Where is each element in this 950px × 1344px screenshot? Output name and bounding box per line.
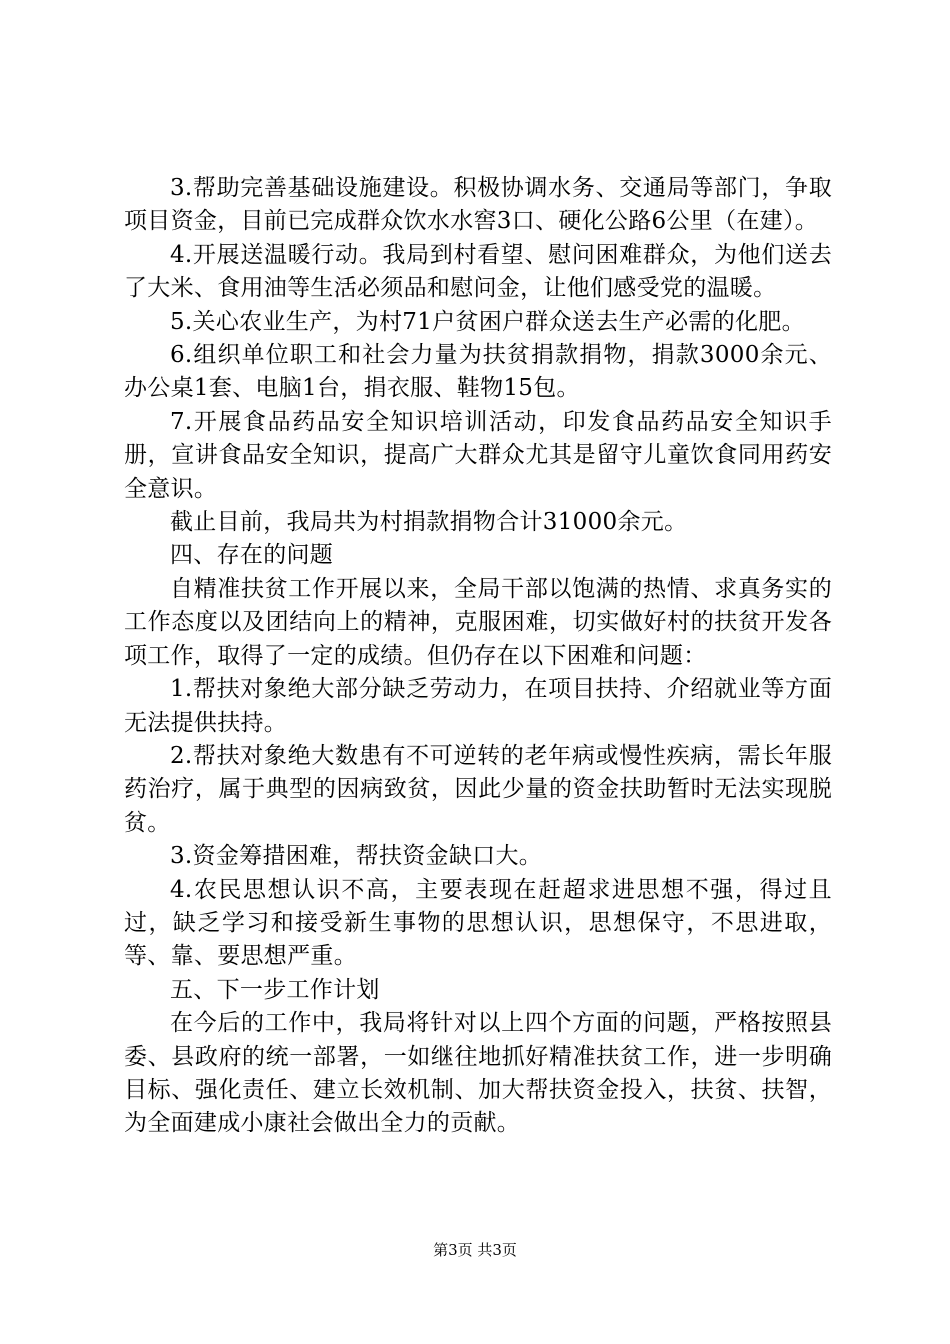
paragraph-warmth-action: 4.开展送温暖行动。我局到村看望、慰问困难群众，为他们送去了大米、食用油等生活必须品和慰问金，让他们感受党的温暖。: [124, 241, 832, 302]
section-heading-plan: 五、下一步工作计划: [170, 976, 380, 1003]
paragraph-plan: 在今后的工作中，我局将针对以上四个方面的问题，严格按照县委、县政府的统一部署，一如继往地抓好精准扶贫工作，进一步明确目标、强化责任、建立长效机制、加大帮扶资金投入，扶贫、扶智，为全面建成小康社会做出全力的贡献。: [124, 1010, 832, 1137]
page-footer: 第3页 共3页: [433, 1241, 517, 1259]
paragraph-total: 截止目前，我局共为村捐款捐物合计31000余元。: [170, 509, 688, 536]
paragraph-agriculture: 5.关心农业生产，为村71户贫困户群众送去生产必需的化肥。: [170, 308, 805, 335]
paragraph-problems-intro: 自精准扶贫工作开展以来，全局干部以饱满的热情、求真务实的工作态度以及团结向上的精神，克服困难，切实做好村的扶贫开发各项工作，取得了一定的成绩。但仍存在以下困难和问题：: [124, 575, 832, 669]
section-heading-problems: 四、存在的问题: [170, 542, 334, 569]
paragraph-problem-1: 1.帮扶对象绝大部分缺乏劳动力，在项目扶持、介绍就业等方面无法提供扶持。: [124, 676, 832, 736]
paragraph-problem-3: 3.资金筹措困难，帮扶资金缺口大。: [170, 843, 543, 870]
paragraph-infrastructure: 3.帮助完善基础设施建设。积极协调水务、交通局等部门，争取项目资金，目前已完成群众饮水水窖3口、硬化公路6公里（在建）。: [124, 175, 832, 235]
paragraph-problem-4: 4.农民思想认识不高，主要表现在赶超求进思想不强，得过且过，缺乏学习和接受新生事物的思想认识，思想保守，不思进取，等、靠、要思想严重。: [124, 876, 832, 970]
paragraph-problem-2: 2.帮扶对象绝大数患有不可逆转的老年病或慢性疾病，需长年服药治疗，属于典型的因病致贫，因此少量的资金扶助暂时无法实现脱贫。: [124, 742, 832, 836]
document-body: [124, 172, 832, 1141]
paragraph-food-safety: 7.开展食品药品安全知识培训活动，印发食品药品安全知识手册，宣讲食品安全知识，提高广大群众尤其是留守儿童饮食同用药安全意识。: [124, 408, 832, 502]
paragraph-donations: 6.组织单位职工和社会力量为扶贫捐款捐物，捐款3000余元、办公桌1套、电脑1台，捐衣服、鞋物15包。: [124, 342, 832, 402]
